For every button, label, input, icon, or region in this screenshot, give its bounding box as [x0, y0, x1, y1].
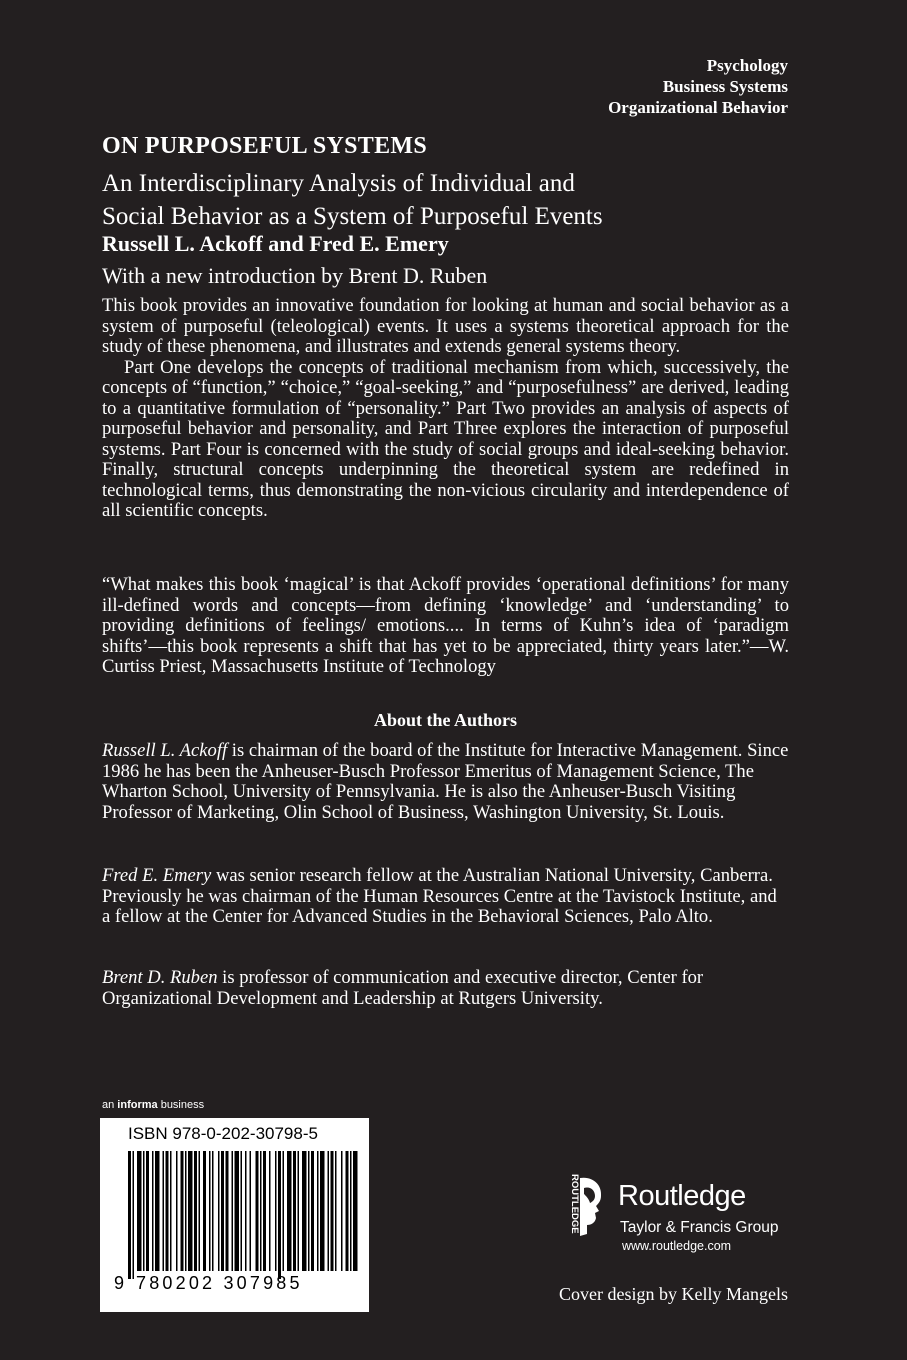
barcode-bar — [328, 1151, 330, 1271]
tagline-brand: informa — [117, 1099, 158, 1111]
author-bio-ruben — [102, 968, 789, 1009]
barcode-bar — [311, 1151, 314, 1271]
quote-text: “What makes this book ‘magical’ is that Ackoff provides ‘operational definitions’ for many ill-defined words and concepts—from defining ‘knowledge’ and ‘understanding’ to providing definitions of feelings/ emotions.... In terms of Kuhn’s idea of ‘paradigm shifts’—this book represents a shift that has yet to be appreciated, thirty years later.”—W. Curtiss Priest, Massachusetts Institute of Technology — [102, 574, 789, 677]
barcode-bar — [163, 1151, 165, 1271]
barcode-bar — [188, 1151, 193, 1271]
category-business-systems: Business Systems — [662, 77, 788, 96]
book-description — [102, 296, 789, 522]
author-bio-ackoff — [102, 741, 789, 823]
barcode-bar — [152, 1151, 154, 1271]
publisher-group: Taylor & Francis Group — [620, 1219, 779, 1236]
barcode-bar — [308, 1151, 310, 1271]
barcode-bar — [170, 1151, 172, 1271]
book-title: ON PURPOSEFUL SYSTEMS — [102, 133, 428, 159]
isbn-label: ISBN 978-0-202-30798-5 — [128, 1124, 318, 1143]
barcode-bar — [226, 1151, 229, 1271]
barcode-bar — [341, 1151, 343, 1271]
barcode-bar — [133, 1151, 135, 1279]
author-bio-emery — [102, 866, 789, 928]
bio-name: Russell L. Ackoff — [102, 740, 228, 761]
barcode-bar — [155, 1151, 160, 1271]
informa-tagline — [102, 1099, 204, 1111]
barcode-bar — [146, 1151, 149, 1271]
barcode-bar — [185, 1151, 187, 1271]
barcode-bar — [199, 1151, 201, 1271]
bio-text: is chairman of the board of the Institute for Interactive Management. Since 1986 he has been the Anheuser-Busch Professor Emeritus of Management Science, The Wharton School, University of Pennsylvania. He is also the Anheuser-Busch Visiting Professor of Marketing, Olin School of Business, Washington University, St. Louis. — [102, 740, 789, 823]
barcode-bar — [218, 1151, 220, 1271]
barcode-bar — [203, 1151, 206, 1271]
barcode-bar — [302, 1151, 307, 1271]
category-psychology: Psychology — [706, 56, 788, 75]
barcode-bar — [176, 1151, 178, 1271]
barcode-bar — [128, 1151, 131, 1279]
barcode-bar — [353, 1151, 358, 1271]
barcode-bar — [232, 1151, 234, 1271]
barcode-bar — [287, 1151, 292, 1271]
description-paragraph-2: Part One develops the concepts of traditional mechanism from which, successively, the concepts of “function,” “choice,” “goal-seeking,” and “purposefulness” are derived, leading to a quantitative formulation of “personality.” Part Two provides an analysis of aspects of purposeful behavior and personality, and Part Three explores the interaction of purposeful systems. Part Four is concerned with the study of social groups and ideal-seeking behavior. Finally, structural concepts underpinning the theoretical system are redefined in technological terms, thus demonstrating the non-vicious circularity and interdependence of all scientific concepts. — [102, 356, 789, 521]
barcode-bar — [331, 1151, 334, 1271]
bio-name: Brent D. Ruben — [102, 967, 218, 988]
category-organizational-behavior: Organizational Behavior — [608, 98, 788, 117]
barcode-bar — [335, 1151, 337, 1271]
book-authors: Russell L. Ackoff and Fred E. Emery — [102, 231, 449, 256]
barcode-bar — [245, 1151, 247, 1271]
tagline-prefix: an — [102, 1099, 118, 1111]
barcode-bar — [221, 1151, 224, 1271]
subtitle-line-2: Social Behavior as a System of Purposeful Events — [102, 203, 603, 230]
barcode-bar — [278, 1151, 281, 1279]
bio-text: is professor of communication and executive director, Center for Organizational Development and Leadership at Rutgers University. — [102, 967, 704, 1009]
barcode-bar — [283, 1151, 285, 1271]
description-paragraph-1: This book provides an innovative foundation for looking at human and social behavior as a system of purposeful (teleological) events. It uses a systems theoretical approach for the study of these phenomena, and illustrates and extends general systems theory. — [102, 295, 789, 357]
routledge-logo-icon — [558, 1170, 610, 1242]
barcode-bar — [293, 1151, 296, 1271]
barcode-bar — [260, 1151, 262, 1271]
barcode-bar — [194, 1151, 197, 1271]
barcode-bar — [256, 1151, 259, 1271]
barcode-bar — [235, 1151, 240, 1271]
bio-name: Fred E. Emery — [102, 865, 212, 886]
publisher-website: www.routledge.com — [622, 1239, 732, 1253]
endorsement-quote — [102, 575, 789, 678]
publisher-name: Routledge — [618, 1180, 746, 1212]
ean-first-digit: 9 — [114, 1273, 125, 1293]
barcode-bar — [275, 1151, 277, 1271]
barcode-bar — [241, 1151, 243, 1271]
barcode-bar — [346, 1151, 349, 1271]
logo-wordmark: ROUTLEDGE — [569, 1174, 580, 1234]
barcode-bar — [209, 1151, 211, 1271]
introduction-credit: With a new introduction by Brent D. Ruben — [102, 263, 488, 288]
about-authors-heading: About the Authors — [373, 710, 518, 730]
barcode-bar — [143, 1151, 145, 1271]
barcode-bar — [269, 1151, 271, 1271]
book-subtitle — [102, 167, 802, 233]
barcode-bar — [350, 1151, 352, 1271]
barcode-bar — [250, 1151, 252, 1271]
barcode-bar — [317, 1151, 319, 1271]
cover-design-credit: Cover design by Kelly Mangels — [559, 1284, 788, 1304]
barcode-bar — [320, 1151, 325, 1271]
tagline-suffix: business — [157, 1099, 205, 1111]
bio-text: was senior research fellow at the Australian National University, Canberra. Previously he was chairman of the Human Resources Centre at the Tavistock Institute, and a fellow at the Center for Advanced Studies in the Behavioral Sciences, Palo Alto. — [102, 865, 777, 927]
isbn-barcode — [100, 1118, 369, 1312]
barcode-bar — [181, 1151, 184, 1271]
subtitle-line-1: An Interdisciplinary Analysis of Individual and — [102, 170, 575, 197]
barcode-bar — [137, 1151, 142, 1271]
barcode-bar — [212, 1151, 214, 1271]
barcode-bar — [298, 1151, 300, 1271]
barcode-bar — [263, 1151, 266, 1271]
ean-digits: 780202 307985 — [136, 1273, 303, 1293]
category-list — [608, 55, 788, 118]
barcode-bar — [166, 1151, 169, 1271]
